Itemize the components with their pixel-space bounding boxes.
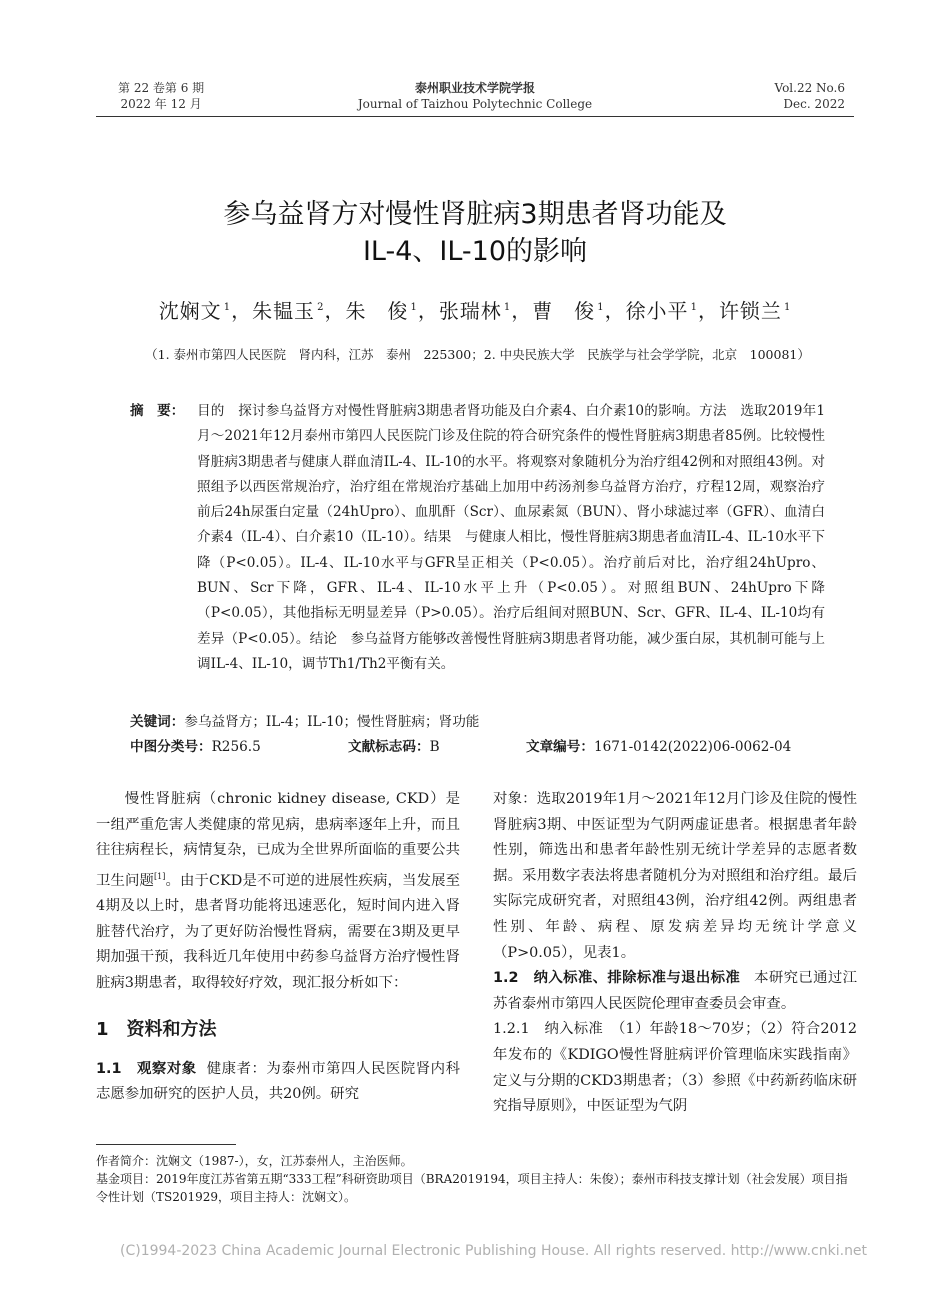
author	[345, 299, 417, 323]
author	[252, 299, 324, 323]
author-separator: ，	[231, 298, 253, 323]
subsection-1-1	[96, 1057, 460, 1108]
intro-reference: [1]	[154, 871, 166, 881]
article-number-value: 1671-0142(2022)06-0062-04	[593, 739, 792, 755]
intro-paragraph	[96, 787, 460, 997]
footnote-rule	[96, 1144, 236, 1145]
author-name: 许锁兰	[718, 298, 782, 323]
issue-info-en	[745, 80, 845, 112]
issue-date-en: Dec. 2022	[783, 97, 845, 111]
keywords-text: 参乌益肾方；IL-4；IL-10；慢性肾脏病；肾功能	[184, 714, 480, 730]
subsection-1-1-label: 1.1 观察对象	[96, 1060, 197, 1077]
author-affiliation-mark: 1	[410, 302, 418, 313]
author-name: 朱韫玉	[252, 298, 316, 323]
clc-value: R256.5	[211, 739, 261, 755]
author-name: 朱 俊	[345, 298, 409, 323]
issue-info	[118, 80, 204, 112]
affiliation: （1. 泰州市第四人民医院 肾内科，江苏 泰州 225300；2. 中央民族大学 民族学与社会学学院，北京 100081）	[145, 347, 810, 362]
author-affiliation-mark: 2	[317, 302, 325, 313]
footnotes	[96, 1152, 858, 1206]
author-bio: 作者简介：沈娴文（1987-），女，江苏泰州人，主治医师。	[96, 1154, 413, 1168]
subsection-1-1-text: 健康者：为泰州市第四人民医院肾内科志愿参加研究的医护人员，共20例。研究	[96, 1060, 460, 1103]
journal-name-cn: 泰州职业技术学院学报	[414, 81, 535, 95]
journal-name-en: Journal of Taizhou Polytechnic College	[357, 97, 593, 111]
right-paragraph-1: 对象：选取2019年1月～2021年12月门诊及住院的慢性肾脏病3期、中医证型为气阴两虚证患者。根据患者年龄性别，筛选出和患者年龄性别无统计学差异的志愿者数据。采用数字表法将患者随机分为对照组和治疗组。最后实际完成研究者，对照组43例，治疗组42例。两组患者性别、年龄、病程、原发病差异均无统计学意义（P>0.05），见表1。	[493, 791, 857, 961]
author	[719, 299, 791, 323]
doc-code-label: 文献标志码：	[348, 739, 430, 755]
subsection-1-2-label: 1.2 纳入标准、排除标准与退出标准	[493, 970, 741, 987]
volume-issue-en: Vol.22 No.6	[774, 81, 845, 95]
journal-name	[300, 80, 650, 112]
subsection-1-2-1	[493, 1017, 857, 1119]
author-affiliation-mark: 1	[690, 302, 698, 313]
author	[439, 299, 511, 323]
keywords	[130, 710, 830, 734]
author	[159, 299, 231, 323]
author-name: 张瑞林	[438, 298, 502, 323]
subsection-1-2-1-label: 1.2.1 纳入标准	[493, 1021, 603, 1038]
abstract	[130, 399, 825, 677]
keywords-label: 关键词：	[130, 714, 185, 730]
author	[532, 299, 604, 323]
article-title	[100, 196, 850, 270]
subsection-1-2-text: 本研究已通过江苏省泰州市第四人民医院伦理审查委员会审查。	[493, 970, 857, 1012]
author	[626, 299, 698, 323]
volume-issue: 第 22 卷第 6 期	[118, 81, 205, 95]
subsection-1-2	[493, 966, 857, 1017]
left-column	[96, 787, 460, 1108]
intro-text: 慢性肾脏病（chronic kidney disease, CKD）是一组严重危害人类健康的常见病，患病率逐年上升，而且往往病程长，病情复杂，已成为全世界所面临的重要公共卫生问题	[96, 791, 460, 889]
author-name: 曹 俊	[532, 298, 596, 323]
classification-line	[130, 735, 830, 759]
title-line-2: IL-4、IL-10的影响	[362, 236, 588, 267]
author-separator: ，	[417, 298, 439, 323]
author-affiliation-mark: 1	[783, 302, 792, 313]
title-line-1: 参乌益肾方对慢性肾脏病3期患者肾功能及	[223, 199, 727, 230]
author-separator: ，	[697, 298, 719, 323]
cnki-watermark: (C)1994-2023 China Academic Journal Electronic Publishing House. All rights reserved. http://www.cnki.net	[120, 1243, 868, 1259]
subsection-1-2-1-text: （1）年龄18～70岁；（2）符合2012年发布的《KDIGO慢性肾脏病评价管理临床实践指南》定义与分期的CKD3期患者；（3）参照《中药新药临床研究指导原则》，中医证型为气阴	[493, 1021, 857, 1115]
author-affiliation-mark: 1	[503, 302, 512, 313]
author-affiliation-mark: 1	[597, 302, 605, 313]
article-number-label: 文章编号：	[526, 739, 594, 755]
abstract-text: 目的 探讨参乌益肾方对慢性肾脏病3期患者肾功能及白介素4、白介素10的影响。方法 选取2019年1月～2021年12月泰州市第四人民医院门诊及住院的符合研究条件的慢性肾脏病3期患者85例。比较慢性肾脏病3期患者与健康人群血清IL-4、IL-10的水平。将观察对象随机分为治疗组42例和对照组43例。对照组予以西医常规治疗，治疗组在常规治疗基础上加用中药汤剂参乌益肾方治疗，疗程12周，观察治疗前后24h尿蛋白定量（24hUpro）、血肌酐（Scr）、血尿素氮（BUN）、肾小球滤过率（GFR）、血清白介素4（IL-4）、白介素10（IL-10）。结果 与健康人相比，慢性肾脏病3期患者血清IL-4、IL-10水平下降（P<0.05）。IL-4、IL-10水平与GFR呈正相关（P<0.05）。治疗前后对比，治疗组24hUpro、BUN、Scr下降，GFR、IL-4、IL-10水平上升（P<0.05）。对照组BUN、24hUpro下降（P<0.05），其他指标无明显差异（P>0.05）。治疗后组间对照BUN、Scr、GFR、IL-4、IL-10均有差异（P<0.05）。结论 参乌益肾方能够改善慢性肾脏病3期患者肾功能，减少蛋白尿，其机制可能与上调IL-4、IL-10，调节Th1/Th2平衡有关。	[197, 403, 825, 672]
author-affiliation-mark: 1	[223, 302, 232, 313]
author-name: 徐小平	[625, 298, 689, 323]
abstract-label: 摘 要：	[130, 403, 185, 419]
clc-label: 中图分类号：	[130, 739, 212, 755]
funding-info: 基金项目：2019年度江苏省第五期“333工程”科研资助项目（BRA2019194，项目主持人：朱俊）；泰州市科技支撑计划（社会发展）项目指令性计划（TS201929，项目主持人：沈娴文）。	[96, 1172, 848, 1204]
author-separator: ，	[324, 298, 346, 323]
author-separator: ，	[511, 298, 533, 323]
header-rule	[96, 116, 854, 117]
intro-text-continued: 。由于CKD是不可逆的进展性疾病，当发展至4期及以上时，患者肾功能将迅速恶化，短时间内进入肾脏替代治疗，为了更好防治慢性肾病，需要在3期及更早期加强干预，我科近几年使用中药参乌益肾方治疗慢性肾脏病3期患者，取得较好疗效，现汇报分析如下：	[96, 872, 460, 991]
issue-date: 2022 年 12 月	[120, 97, 202, 111]
right-column	[493, 787, 857, 1120]
author-list	[90, 294, 860, 325]
author-name: 沈娴文	[158, 298, 222, 323]
doc-code-value: B	[429, 739, 440, 755]
section-heading-1: 1 资料和方法	[96, 1018, 217, 1040]
author-separator: ，	[604, 298, 626, 323]
